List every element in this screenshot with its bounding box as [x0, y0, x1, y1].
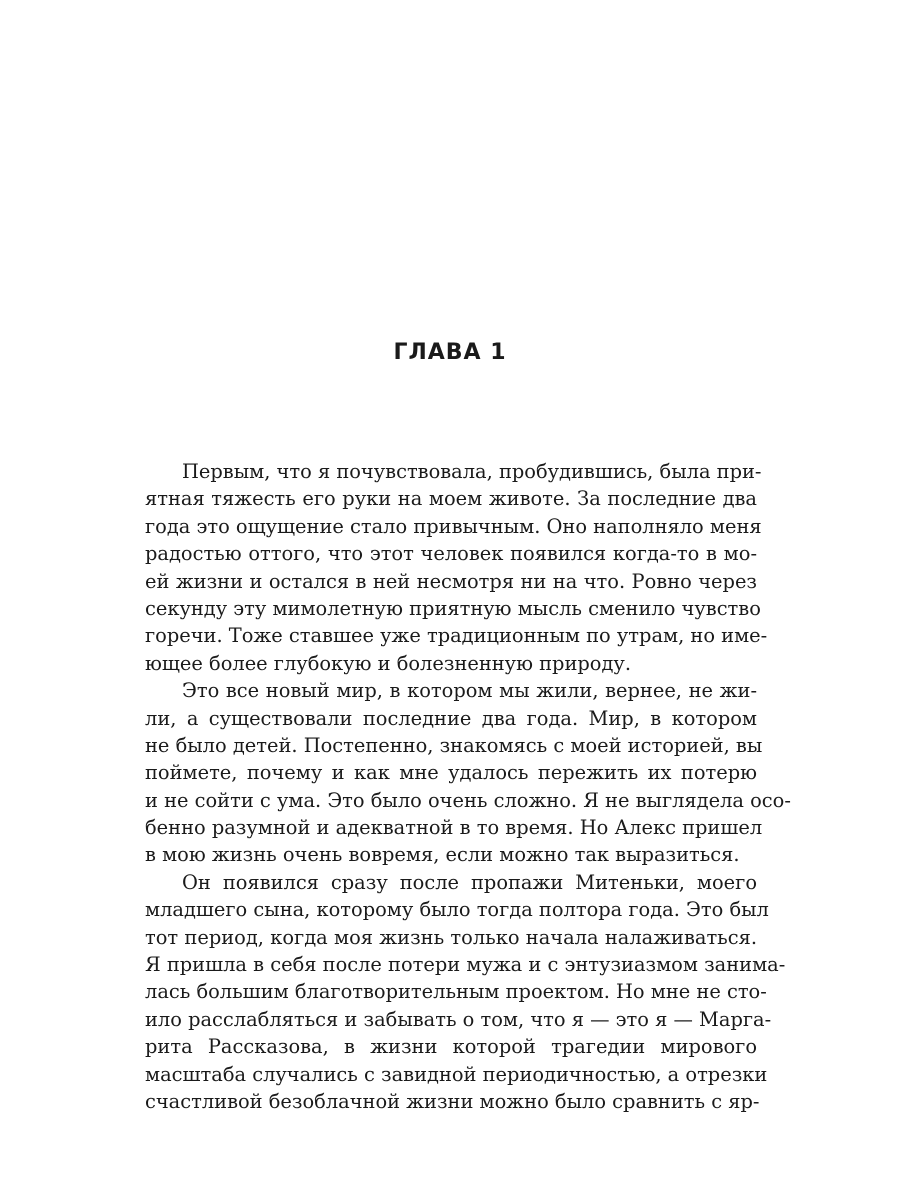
- text-line: Я пришла в себя после потери мужа и с энтузиазмом занима-: [145, 953, 786, 977]
- text-line: ли, а существовали последние два года. Мир, в котором: [145, 706, 757, 730]
- paragraph: [145, 677, 791, 869]
- text-line: года это ощущение стало привычным. Оно наполняло меня: [145, 514, 762, 538]
- chapter-title: ГЛАВА 1: [393, 340, 507, 365]
- paragraph: [145, 869, 786, 1116]
- text-line: поймете, почему и как мне удалось пережить их потерю: [145, 761, 757, 785]
- text-line: счастливой безоблачной жизни можно было сравнить с яр-: [145, 1089, 760, 1113]
- text-line: младшего сына, которому было тогда полтора года. Это был: [145, 898, 769, 922]
- text-line: не было детей. Постепенно, знакомясь с моей историей, вы: [145, 733, 763, 757]
- text-line: ей жизни и остался в ней несмотря ни на что. Ровно через: [145, 569, 757, 593]
- text-line: тот период, когда моя жизнь только начала налаживаться.: [145, 925, 757, 949]
- text-line: ило расслабляться и забывать о том, что я — это я — Марга-: [145, 1007, 772, 1031]
- text-line: Это все новый мир, в котором мы жили, вернее, не жи-: [182, 679, 757, 703]
- text-line: ющее более глубокую и болезненную природу.: [145, 651, 631, 675]
- text-line: масштаба случались с завидной периодичностью, а отрезки: [145, 1062, 768, 1086]
- text-line: радостью оттого, что этот человек появился когда-то в мо-: [145, 542, 757, 566]
- paragraph: [145, 458, 768, 677]
- text-line: рита Рассказова, в жизни которой трагедии мирового: [145, 1035, 757, 1059]
- text-line: бенно разумной и адекватной в то время. Но Алекс пришел: [145, 816, 763, 840]
- chapter-body: [145, 458, 791, 1115]
- text-line: Он появился сразу после пропажи Митеньки, моего: [182, 870, 757, 894]
- text-line: секунду эту мимолетную приятную мысль сменило чувство: [145, 596, 761, 620]
- text-line: ятная тяжесть его руки на моем животе. За последние два: [145, 487, 757, 511]
- text-line: Первым, что я почувствовала, пробудившись, была при-: [182, 460, 762, 483]
- text-line: горечи. Тоже ставшее уже традиционным по утрам, но име-: [145, 624, 768, 648]
- text-line: и не сойти с ума. Это было очень сложно. Я не выглядела осо-: [145, 788, 791, 812]
- text-line: лась большим благотворительным проектом. Но мне не сто-: [145, 980, 767, 1004]
- text-line: в мою жизнь очень вовремя, если можно так выразиться.: [145, 843, 740, 867]
